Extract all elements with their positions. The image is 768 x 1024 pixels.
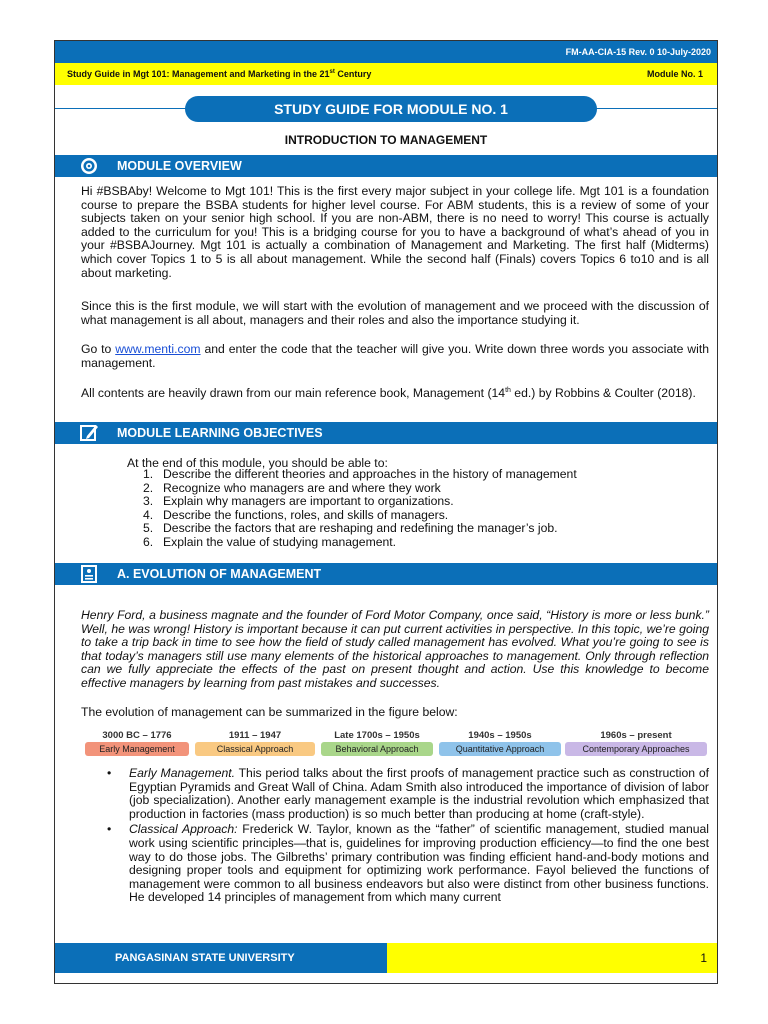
edit-icon [79,424,99,442]
timeline-contemporary: 1960s – present Contemporary Approaches [565,729,707,759]
section-objectives-heading [55,422,717,444]
evolution-bullets [107,767,709,907]
form-code: FM-AA-CIA-15 Rev. 0 10-July-2020 [565,47,711,57]
university-name: PANGASINAN STATE UNIVERSITY [115,952,295,964]
page-title: STUDY GUIDE FOR MODULE NO. 1 [185,96,597,122]
evolution-intro-paragraph: Henry Ford, a business magnate and the founder of Ford Motor Company, once said, “History is more or less bunk.” Well, he was wrong! History is important because it can put current activities in perspective. In this topic, we’re going to take a trip back in time to see how the field of study called management has evolved. What you’re going to see is that today’s managers still use many elements of the historical approaches to management. Only through reflection can we fully appreciate the effects of the past on present thought and action. Use this knowledge to become effective managers by learning from past mistakes and successes. [81,608,709,690]
list-item: 6. Explain the value of studying management. [143,534,397,549]
list-item: 1. Describe the different theories and approaches in the history of management [143,467,577,481]
section-overview-heading [55,155,717,177]
list-item: • Early Management. This period talks about the first proofs of management practice such as construction of Egyptian Pyramids and Great Wall of China. Adam Smith also introduced the importance of division of labor (job specialization). Another early management example is the industrial revolution which emphasized that production in factories (mass production) is so much better than producing at home (craft-style). [107,766,709,821]
menti-link[interactable]: www.menti.com [115,342,201,356]
list-item: 4. Describe the functions, roles, and skills of managers. [143,507,449,522]
page-subtitle: INTRODUCTION TO MANAGEMENT [284,133,488,147]
study-guide-title: Study Guide in Mgt 101: Management and Marketing in the 21st Century [67,69,372,79]
objectives-intro: At the end of this module, you should be able to: [127,456,388,470]
evolution-timeline [85,729,715,759]
overview-paragraph-4: All contents are heavily drawn from our main reference book, Management (14th ed.) by Robbins & Coulter (2018). [81,386,696,401]
target-icon [79,157,99,175]
list-item: 5. Describe the factors that are reshaping and redefining the manager’s job. [143,521,558,536]
form-code-bar [55,41,717,63]
section-evolution-title: A. EVOLUTION OF MANAGEMENT [117,567,322,581]
section-objectives-title: MODULE LEARNING OBJECTIVES [117,426,323,440]
timeline-classical: 1911 – 1947 Classical Approach [195,729,315,759]
module-number: Module No. 1 [647,69,703,79]
list-item: 2. Recognize who managers are and where they work [143,480,441,495]
footer-page-bar [387,943,717,973]
overview-paragraph-1: Hi #BSBAby! Welcome to Mgt 101! This is the first every major subject in your college life. Mgt 101 is a foundation course to prepare the BSBA students for higher level course. For ABM students, this is a review of some of your subjects taken on your senior high school. If you are non-ABM, there is no need to worry! This course is actually added to the curriculum for you! This is a bridging course for you to have a background of what’s ahead of you in your #BSBAJourney. Mgt 101 is actually a combination of Management and Marketing. The first half (Midterms) which cover Topics 1 to 5 is all about management. While the second half (Finals) covers Topics 6 to10 and is all about marketing. [81,184,709,280]
section-overview-title: MODULE OVERVIEW [117,159,242,173]
overview-paragraph-3: Go to www.menti.com and enter the code that the teacher will give you. Write down three words you associate with management. [81,342,709,370]
timeline-quantitative: 1940s – 1950s Quantitative Approach [439,729,561,759]
footer [55,943,717,973]
section-evolution-heading [55,563,717,585]
overview-paragraph-2: Since this is the first module, we will start with the evolution of management and we proceed with the discussion of what management is all about, managers and their roles and also the importance studying it. [81,299,709,327]
page-number: 1 [700,951,707,965]
footer-university-bar [55,943,387,973]
document-page [54,40,718,984]
objectives-list [143,468,577,550]
timeline-behavioral: Late 1700s – 1950s Behavioral Approach [321,729,433,759]
list-item: • Classical Approach: Frederick W. Taylor, known as the “father” of scientific management, studied manual work using scientific principles—that is, guidelines for improving production efficiency—to find the one best way to do those jobs. The Gilbreths’ primary contribution was finding efficient hand-and-body motions and designing proper tools and equipment for optimizing work performance. Fayol believed the functions of management were common to all business endeavors but also were distinct from other business functions. He developed 14 principles of management from which many current [107,822,709,905]
timeline-early: 3000 BC – 1776 Early Management [85,729,189,759]
list-item: 3. Explain why managers are important to organizations. [143,494,454,509]
document-icon [79,565,99,583]
study-guide-bar [55,63,717,85]
evolution-summary: The evolution of management can be summarized in the figure below: [81,705,458,719]
